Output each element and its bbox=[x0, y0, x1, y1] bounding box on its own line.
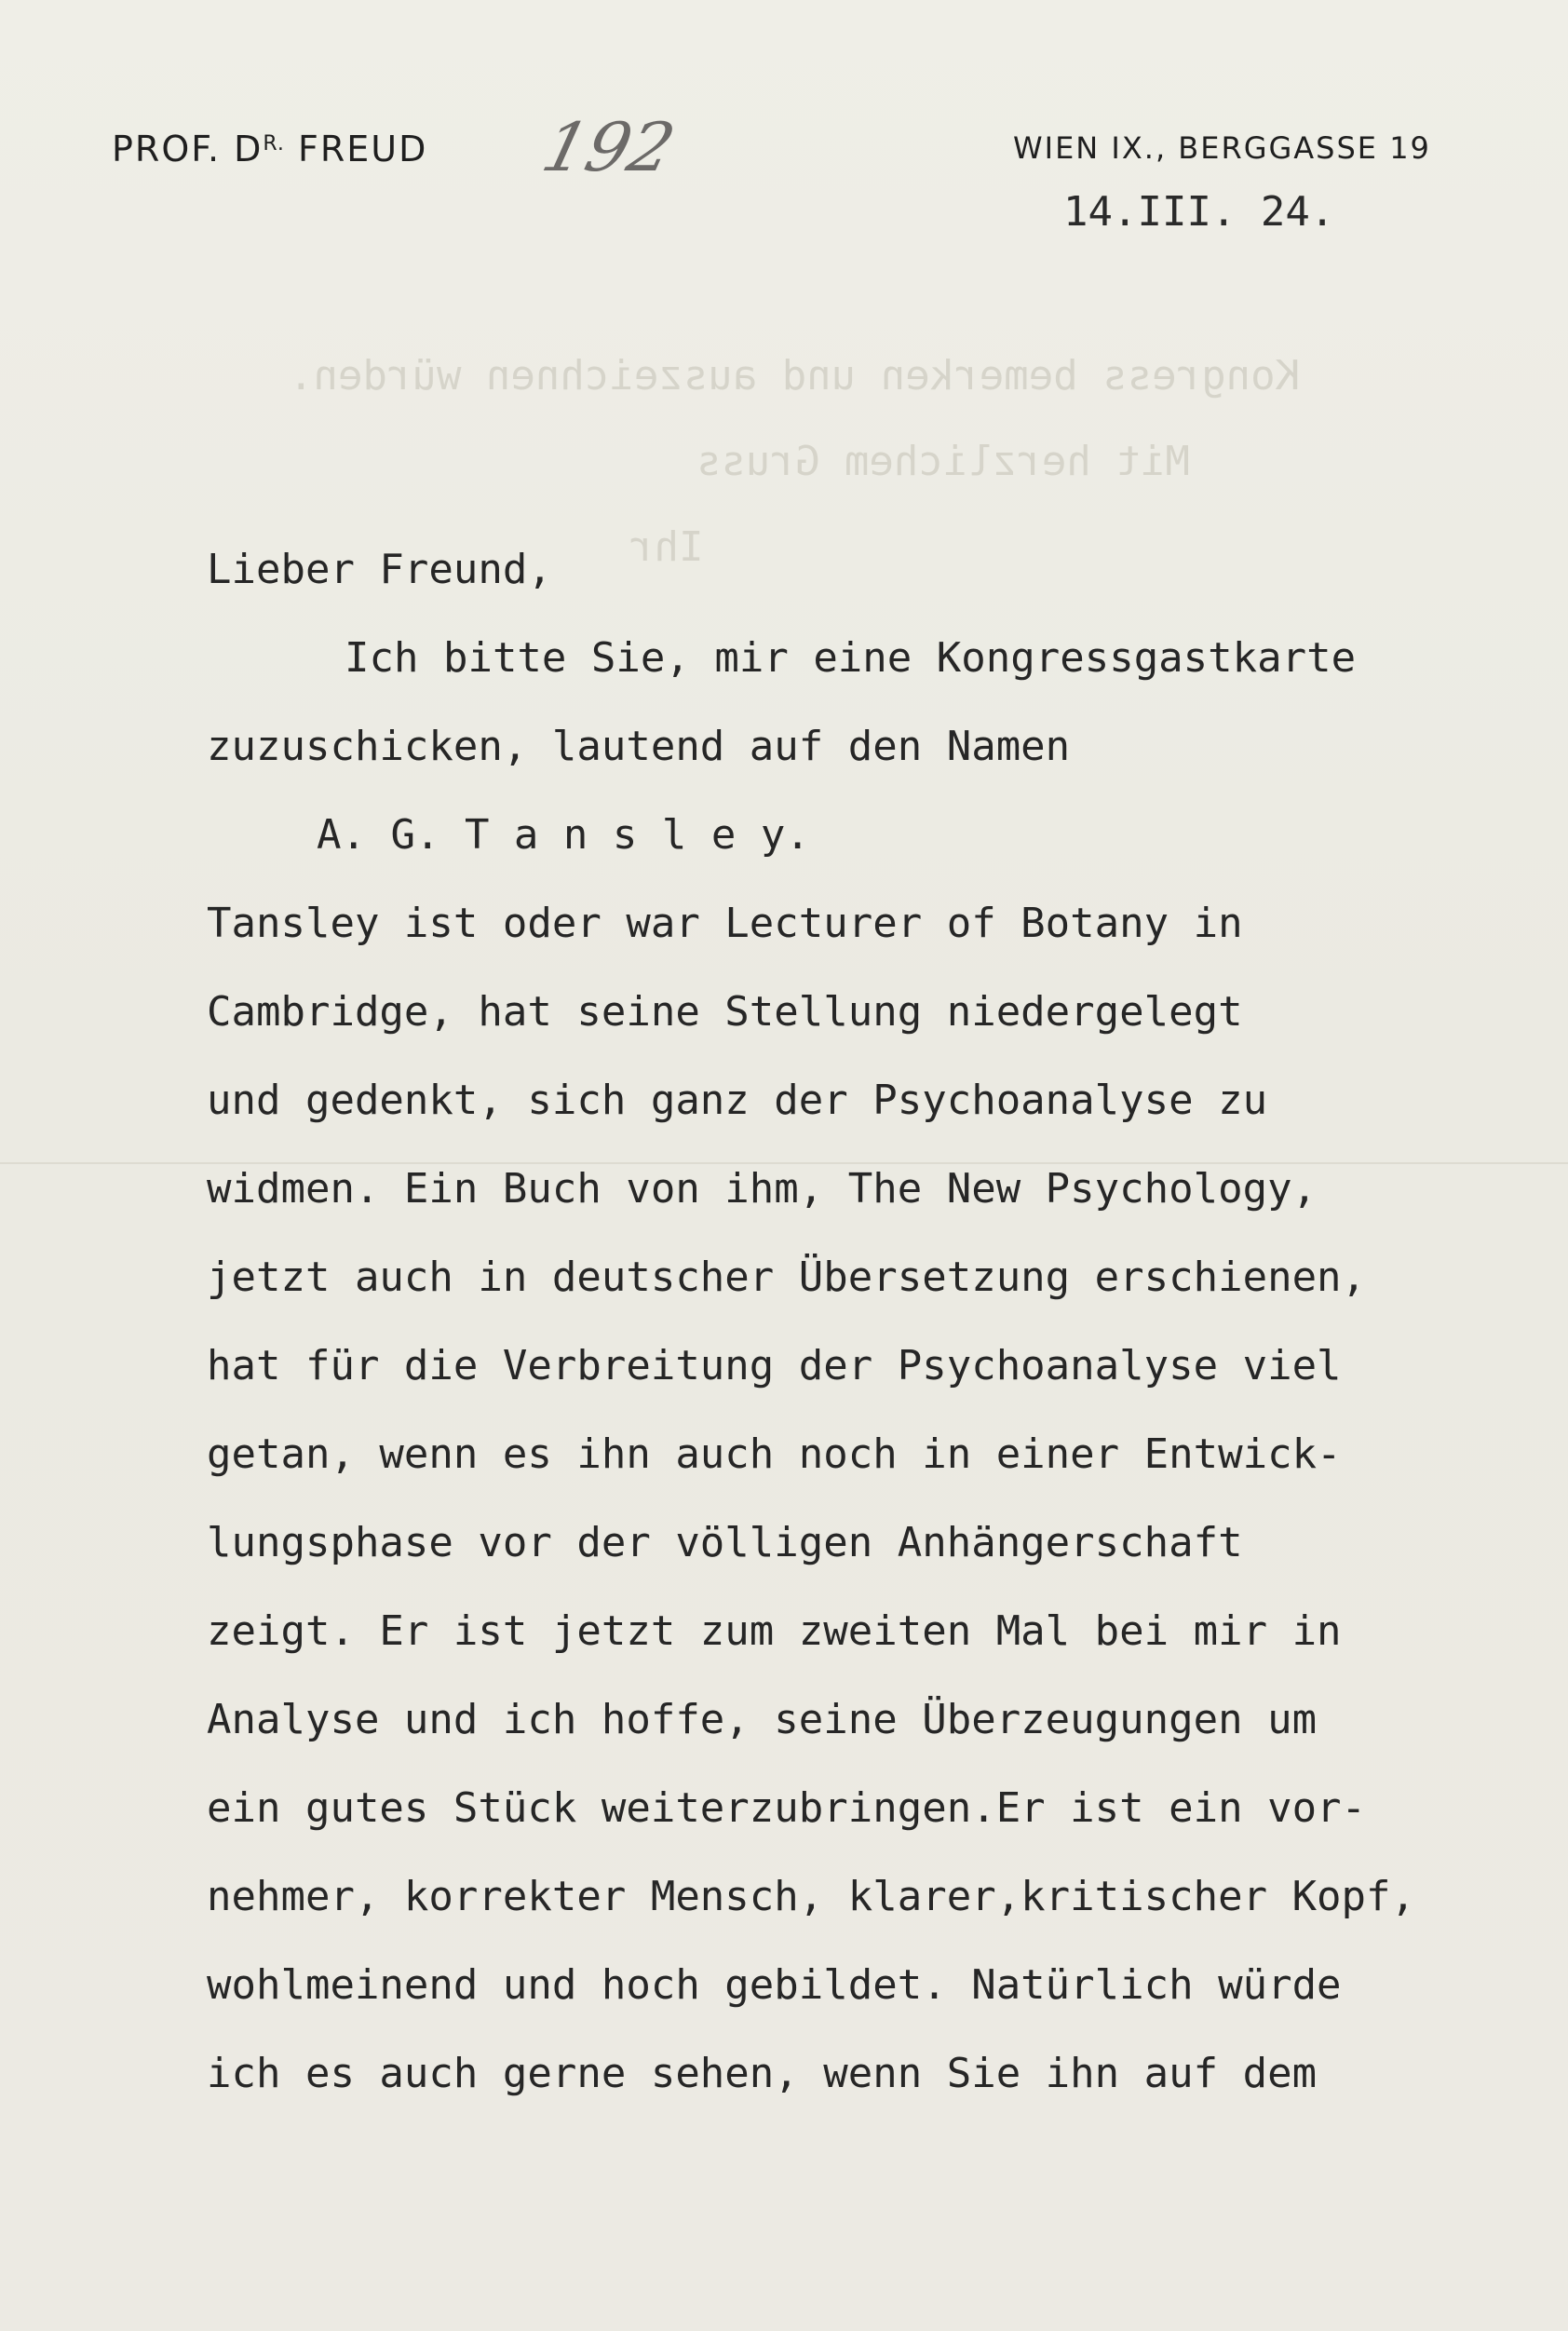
showthrough-text-line: Mit herzlichem Gruss bbox=[696, 438, 1190, 485]
showthrough-text-line: Ihr bbox=[629, 523, 704, 571]
archive-number-handwritten: 192 bbox=[534, 108, 683, 186]
letter-line: getan, wenn es ihn auch noch in einer Entwick- bbox=[207, 1430, 1342, 1478]
letterhead-sender-tail: FREUD bbox=[284, 129, 428, 169]
letter-line: ich es auch gerne sehen, wenn Sie ihn auf dem bbox=[207, 2050, 1318, 2097]
letterhead-address: WIEN IX., BERGGASSE 19 bbox=[1013, 130, 1431, 166]
salutation: Lieber Freund, bbox=[207, 546, 552, 593]
letter-line: widmen. Ein Buch von ihm, The New Psychology, bbox=[207, 1165, 1318, 1213]
letterhead-sender-superscript: R. bbox=[263, 132, 285, 156]
letter-line: zeigt. Er ist jetzt zum zweiten Mal bei mir in bbox=[207, 1607, 1342, 1655]
letter-date: 14.III. 24. bbox=[1063, 188, 1335, 236]
paper-fold-line bbox=[0, 1162, 1568, 1164]
letter-line: A. G. T a n s l e y. bbox=[317, 811, 810, 859]
letter-line: ein gutes Stück weiterzubringen.Er ist ein vor- bbox=[207, 1784, 1367, 1832]
letter-line: hat für die Verbreitung der Psychoanalyse viel bbox=[207, 1342, 1342, 1389]
letter-line: Analyse und ich hoffe, seine Überzeugungen um bbox=[207, 1696, 1318, 1743]
letter-line: lungsphase vor der völligen Anhängerschaft bbox=[207, 1519, 1243, 1566]
letterhead-sender-main: PROF. D bbox=[112, 129, 264, 169]
showthrough-text-line: Kongress bemerken und auszeichnen würden. bbox=[289, 352, 1301, 400]
letter-line: und gedenkt, sich ganz der Psychoanalyse zu bbox=[207, 1077, 1268, 1124]
letterhead-sender bbox=[112, 129, 427, 169]
letter-line: wohlmeinend und hoch gebildet. Natürlich würde bbox=[207, 1961, 1342, 2009]
letter-line: nehmer, korrekter Mensch, klarer,kritischer Kopf, bbox=[207, 1873, 1416, 1920]
letter-line: jetzt auch in deutscher Übersetzung erschienen, bbox=[207, 1254, 1367, 1301]
letter-line: Ich bitte Sie, mir eine Kongressgastkarte bbox=[345, 634, 1357, 682]
letter-line: zuzuschicken, lautend auf den Namen bbox=[207, 723, 1071, 770]
letter-line: Cambridge, hat seine Stellung niedergelegt bbox=[207, 988, 1243, 1036]
letter-line: Tansley ist oder war Lecturer of Botany in bbox=[207, 900, 1243, 947]
